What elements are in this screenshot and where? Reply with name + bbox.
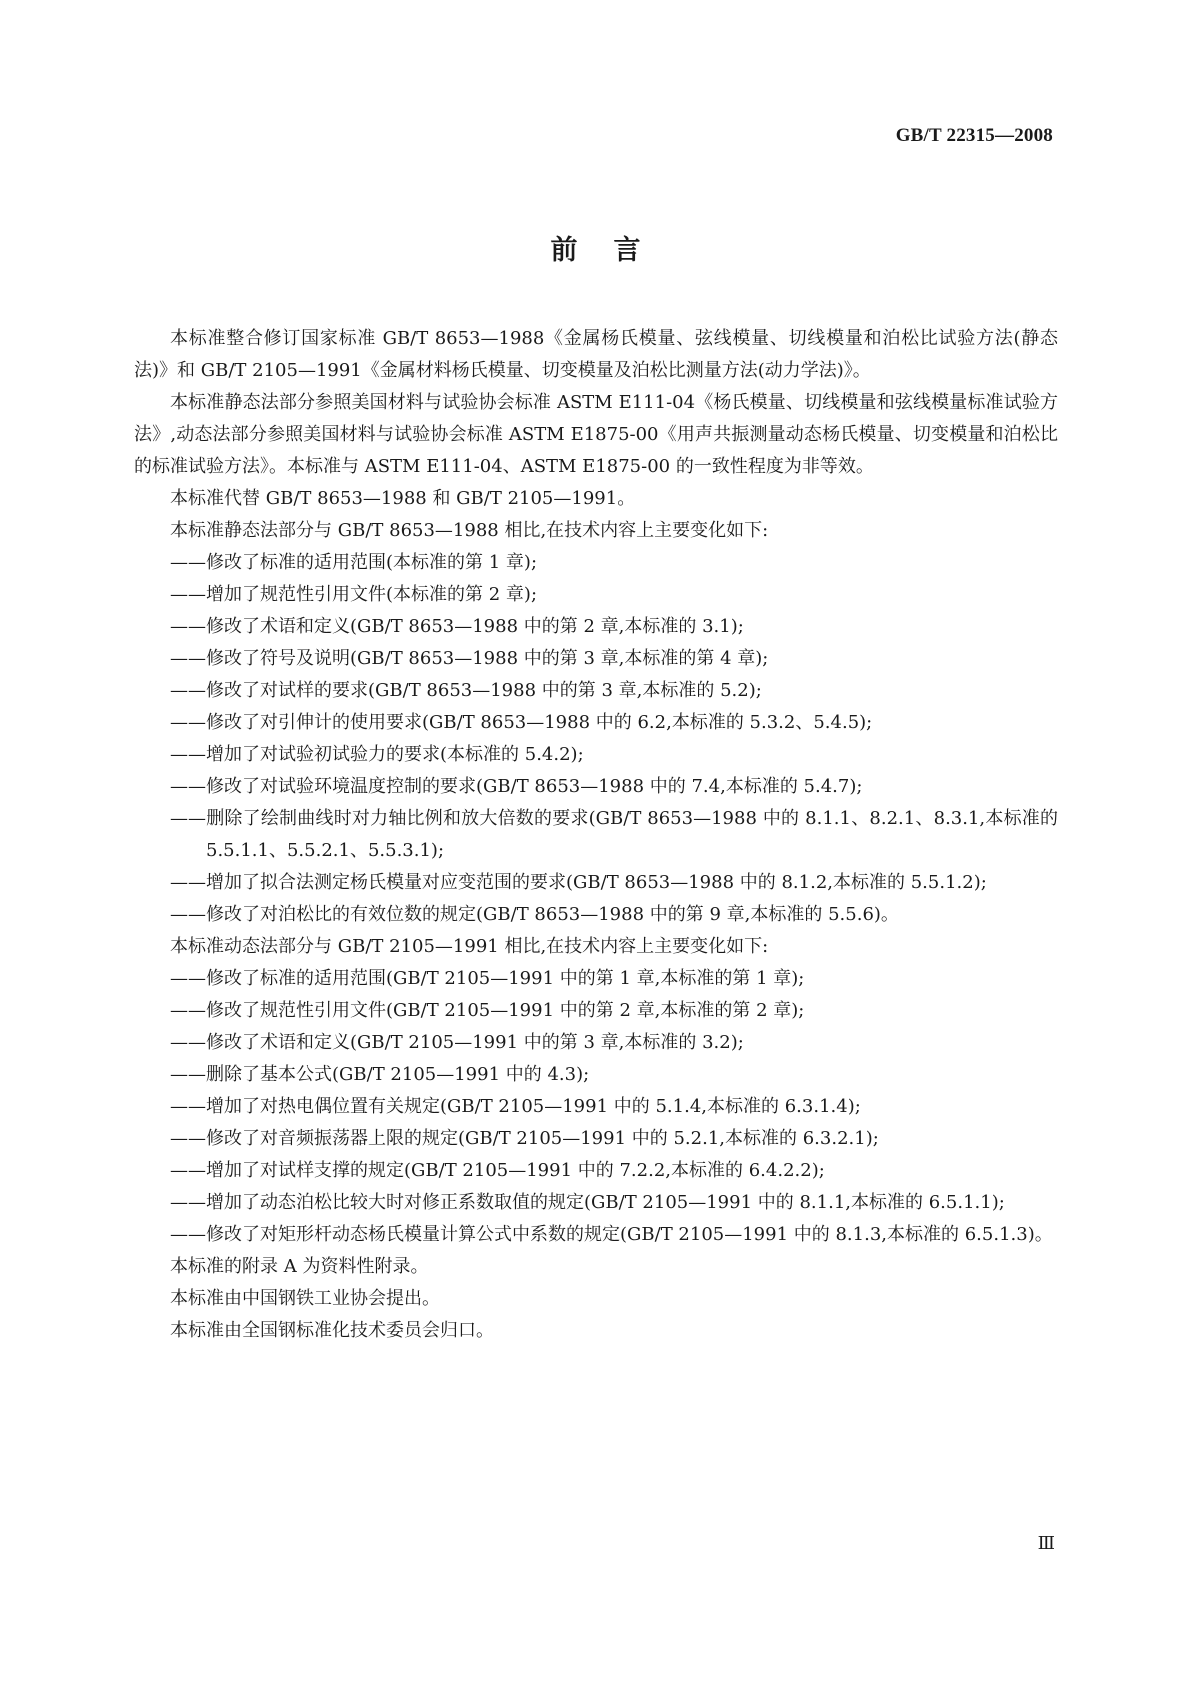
- list-item: ——增加了对试验初试验力的要求(本标准的 5.4.2);: [170, 744, 584, 765]
- list-item: ——修改了规范性引用文件(GB/T 2105—1991 中的第 2 章,本标准的第 2 章);: [170, 1000, 805, 1021]
- list-item: ——修改了对矩形杆动态杨氏模量计算公式中系数的规定(GB/T 2105—1991 中的 8.1.3,本标准的 6.5.1.3)。: [170, 1224, 1053, 1245]
- list-item: ——修改了符号及说明(GB/T 8653—1988 中的第 3 章,本标准的第 4 章);: [170, 648, 769, 669]
- list-item: ——修改了标准的适用范围(GB/T 2105—1991 中的第 1 章,本标准的第 1 章);: [170, 968, 805, 989]
- list-item: ——增加了对热电偶位置有关规定(GB/T 2105—1991 中的 5.1.4,本标准的 6.3.1.4);: [170, 1096, 861, 1117]
- page-title: 前言: [550, 235, 677, 266]
- list-item: ——修改了术语和定义(GB/T 2105—1991 中的第 3 章,本标准的 3.2);: [170, 1032, 744, 1053]
- foreword-body: [134, 323, 1058, 1347]
- list-item: ——修改了对引伸计的使用要求(GB/T 8653—1988 中的 6.2,本标准的 5.3.2、5.4.5);: [170, 712, 873, 733]
- list-item: ——修改了对试样的要求(GB/T 8653—1988 中的第 3 章,本标准的 5.2);: [170, 680, 762, 701]
- paragraph-proposed-by: 本标准由中国钢铁工业协会提出。: [170, 1288, 440, 1309]
- page-number: Ⅲ: [1037, 1533, 1055, 1553]
- paragraph-replaces: 本标准代替 GB/T 8653—1988 和 GB/T 2105—1991。: [170, 488, 636, 509]
- list-item: ——修改了术语和定义(GB/T 8653—1988 中的第 2 章,本标准的 3.1);: [170, 616, 744, 637]
- list-item: ——增加了拟合法测定杨氏模量对应变范围的要求(GB/T 8653—1988 中的 8.1.2,本标准的 5.5.1.2);: [170, 872, 987, 893]
- paragraph-managed-by: 本标准由全国钢标准化技术委员会归口。: [170, 1320, 494, 1341]
- standard-number: GB/T 22315—2008: [895, 125, 1053, 146]
- list-item: ——增加了对试样支撑的规定(GB/T 2105—1991 中的 7.2.2,本标准的 6.4.2.2);: [170, 1160, 825, 1181]
- list-item: ——删除了绘制曲线时对力轴比例和放大倍数的要求(GB/T 8653—1988 中的 8.1.1、8.2.1、8.3.1,本标准的 5.5.1.1、5.5.2.1、5.5.3.1);: [170, 808, 1058, 861]
- list-item: ——增加了规范性引用文件(本标准的第 2 章);: [170, 584, 538, 605]
- list-item: ——增加了动态泊松比较大时对修正系数取值的规定(GB/T 2105—1991 中的 8.1.1,本标准的 6.5.1.1);: [170, 1192, 1005, 1213]
- list-item: ——修改了标准的适用范围(本标准的第 1 章);: [170, 552, 538, 573]
- list-item: ——修改了对泊松比的有效位数的规定(GB/T 8653—1988 中的第 9 章,本标准的 5.5.6)。: [170, 904, 899, 925]
- list-item: ——删除了基本公式(GB/T 2105—1991 中的 4.3);: [170, 1064, 590, 1085]
- list-item: ——修改了对音频振荡器上限的规定(GB/T 2105—1991 中的 5.2.1,本标准的 6.3.2.1);: [170, 1128, 879, 1149]
- paragraph-reference-standards: 本标准静态法部分参照美国材料与试验协会标准 ASTM E111-04《杨氏模量、切线模量和弦线模量标准试验方法》,动态法部分参照美国材料与试验协会标准 ASTM E1875-00《用声共振测量动态杨氏模量、切变模量和泊松比的标准试验方法》。本标准与 ASTM E111-04、ASTM E1875-00 的一致性程度为非等效。: [134, 392, 1058, 477]
- paragraph-annex: 本标准的附录 A 为资料性附录。: [170, 1256, 429, 1277]
- list-item: ——修改了对试验环境温度控制的要求(GB/T 8653—1988 中的 7.4,本标准的 5.4.7);: [170, 776, 863, 797]
- paragraph-dynamic-changes-intro: 本标准动态法部分与 GB/T 2105—1991 相比,在技术内容上主要变化如下:: [170, 936, 769, 957]
- paragraph-static-changes-intro: 本标准静态法部分与 GB/T 8653—1988 相比,在技术内容上主要变化如下:: [170, 520, 769, 541]
- paragraph-integration: 本标准整合修订国家标准 GB/T 8653—1988《金属杨氏模量、弦线模量、切线模量和泊松比试验方法(静态法)》和 GB/T 2105—1991《金属材料杨氏模量、切变模量及泊松比测量方法(动力学法)》。: [134, 328, 1058, 381]
